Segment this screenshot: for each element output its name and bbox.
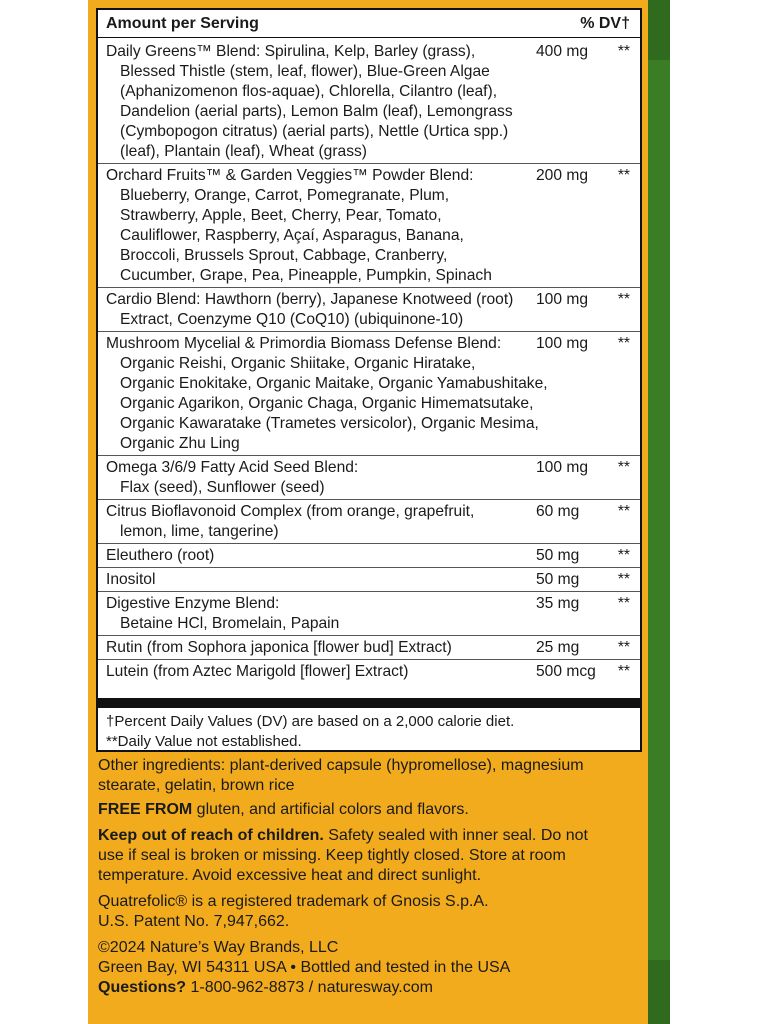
daily-value-mark: ** (617, 663, 630, 680)
green-label-edge (648, 0, 670, 1024)
ingredient-amount: 500 mcg (536, 663, 596, 680)
address-line: Green Bay, WI 54311 USA • Bottled and tested in the USA (98, 959, 511, 976)
ingredient-line: Mushroom Mycelial & Primordia Biomass Defense Blend: (106, 335, 502, 352)
warning-line-2: use if seal is broken or missing. Keep tightly closed. Store at room (98, 847, 566, 864)
daily-value-mark: ** (617, 167, 630, 184)
ingredient-amount: 400 mg (536, 43, 589, 60)
footnote-not-established: **Daily Value not established. (106, 733, 302, 750)
ingredient-name (106, 458, 506, 498)
ingredient-line: Blueberry, Orange, Carrot, Pomegranate, Plum, (120, 187, 450, 204)
ingredient-name (106, 42, 513, 162)
footnote-dv: †Percent Daily Values (DV) are based on a 2,000 calorie diet. (106, 713, 515, 730)
ingredient-line: Betaine HCl, Bromelain, Papain (120, 615, 340, 632)
ingredient-name (106, 638, 506, 658)
ingredient-line: Organic Kawaratake (Trametes versicolor), Organic Mesima, (120, 415, 539, 432)
ingredient-name (106, 594, 506, 634)
daily-value-mark: ** (617, 595, 630, 612)
other-ingredients-line-1: Other ingredients: plant-derived capsule (hypromellose), magnesium (98, 757, 584, 774)
ingredient-line: Broccoli, Brussels Sprout, Cabbage, Cranberry, (120, 247, 448, 264)
warning-line-3: temperature. Avoid excessive heat and direct sunlight. (98, 867, 482, 884)
ingredient-line: Digestive Enzyme Blend: (106, 595, 280, 612)
ingredient-line: Cardio Blend: Hawthorn (berry), Japanese Knotweed (root) (106, 291, 514, 308)
ingredient-amount: 60 mg (536, 503, 580, 520)
daily-value-mark: ** (617, 459, 630, 476)
facts-row (98, 660, 640, 684)
company-info (98, 938, 638, 998)
ingredient-name (106, 546, 506, 566)
facts-header (98, 10, 640, 38)
ingredient-name (106, 662, 506, 682)
daily-value-mark: ** (617, 547, 630, 564)
ingredient-line: Organic Agarikon, Organic Chaga, Organic Himematsutake, (120, 395, 534, 412)
ingredient-name (106, 290, 514, 330)
contact-info: 1-800-962-8873 / naturesway.com (186, 979, 433, 996)
free-from (98, 800, 638, 820)
warning-line-1: Safety sealed with inner seal. Do not (323, 827, 588, 844)
ingredient-amount: 35 mg (536, 595, 580, 612)
ingredient-line: Cauliflower, Raspberry, Açaí, Asparagus, Banana, (120, 227, 464, 244)
facts-row (98, 568, 640, 592)
other-ingredients (98, 756, 638, 796)
facts-row (98, 636, 640, 660)
ingredient-line: Cucumber, Grape, Pea, Pineapple, Pumpkin, Spinach (120, 267, 492, 284)
questions-heading: Questions? (98, 979, 187, 996)
daily-value-mark: ** (617, 571, 630, 588)
daily-value-heading: % DV† (580, 15, 630, 32)
daily-value-mark: ** (617, 639, 630, 656)
ingredient-line: (Cymbopogon citratus) (aerial parts), Nettle (Urtica spp.) (120, 123, 509, 140)
ingredient-line: Daily Greens™ Blend: Spirulina, Kelp, Barley (grass), (106, 43, 476, 60)
ingredient-amount: 100 mg (536, 335, 589, 352)
facts-row (98, 40, 640, 164)
facts-row (98, 332, 640, 456)
ingredient-line: lemon, lime, tangerine) (120, 523, 279, 540)
ingredient-line: Dandelion (aerial parts), Lemon Balm (leaf), Lemongrass (120, 103, 513, 120)
ingredient-line: Strawberry, Apple, Beet, Cherry, Pear, Tomato, (120, 207, 442, 224)
ingredient-line: Extract, Coenzyme Q10 (CoQ10) (ubiquinone-10) (120, 311, 464, 328)
facts-row (98, 164, 640, 288)
warning-text (98, 826, 638, 886)
ingredient-line: Organic Zhu Ling (120, 435, 240, 452)
ingredient-name (106, 502, 506, 542)
ingredient-line: (Aphanizomenon flos-aquae), Chlorella, Cilantro (leaf), (120, 83, 498, 100)
free-from-heading: FREE FROM (98, 801, 193, 818)
ingredient-line: (leaf), Plantain (leaf), Wheat (grass) (120, 143, 367, 160)
ingredient-line: Flax (seed), Sunflower (seed) (120, 479, 325, 496)
thick-divider (98, 698, 640, 708)
warning-heading: Keep out of reach of children. (98, 827, 324, 844)
ingredient-amount: 100 mg (536, 459, 589, 476)
ingredient-amount: 100 mg (536, 291, 589, 308)
facts-row (98, 544, 640, 568)
ingredient-amount: 25 mg (536, 639, 580, 656)
facts-row (98, 500, 640, 544)
ingredient-line: Blessed Thistle (stem, leaf, flower), Blue-Green Algae (120, 63, 490, 80)
daily-value-mark: ** (617, 43, 630, 60)
ingredient-line: Citrus Bioflavonoid Complex (from orange, grapefruit, (106, 503, 475, 520)
ingredient-name (106, 570, 506, 590)
daily-value-mark: ** (617, 503, 630, 520)
green-stripe (648, 60, 670, 960)
ingredient-line: Organic Reishi, Organic Shiitake, Organic Hiratake, (120, 355, 476, 372)
trademark-notice (98, 892, 638, 932)
amount-per-serving-heading: Amount per Serving (106, 15, 259, 32)
patent-line: U.S. Patent No. 7,947,662. (98, 913, 290, 930)
trademark-line-1: Quatrefolic® is a registered trademark of Gnosis S.p.A. (98, 893, 489, 910)
free-from-text: gluten, and artificial colors and flavors. (192, 801, 469, 818)
daily-value-mark: ** (617, 335, 630, 352)
ingredient-line: Lutein (from Aztec Marigold [flower] Extract) (106, 663, 409, 680)
copyright-line: ©2024 Nature’s Way Brands, LLC (98, 939, 339, 956)
daily-value-mark: ** (617, 291, 630, 308)
footnotes (106, 712, 514, 752)
ingredient-line: Omega 3/6/9 Fatty Acid Seed Blend: (106, 459, 359, 476)
ingredient-line: Organic Enokitake, Organic Maitake, Organic Yamabushitake, (120, 375, 548, 392)
other-ingredients-line-2: stearate, gelatin, brown rice (98, 777, 295, 794)
ingredient-line: Inositol (106, 571, 156, 588)
ingredient-line: Orchard Fruits™ & Garden Veggies™ Powder Blend: (106, 167, 474, 184)
facts-row (98, 456, 640, 500)
ingredient-name (106, 166, 506, 286)
ingredient-amount: 50 mg (536, 547, 580, 564)
ingredient-name (106, 334, 548, 454)
supplement-facts-table (96, 8, 642, 752)
ingredient-amount: 200 mg (536, 167, 589, 184)
ingredient-line: Eleuthero (root) (106, 547, 215, 564)
facts-row (98, 592, 640, 636)
ingredient-amount: 50 mg (536, 571, 580, 588)
facts-row (98, 288, 640, 332)
ingredient-line: Rutin (from Sophora japonica [flower bud] Extract) (106, 639, 452, 656)
